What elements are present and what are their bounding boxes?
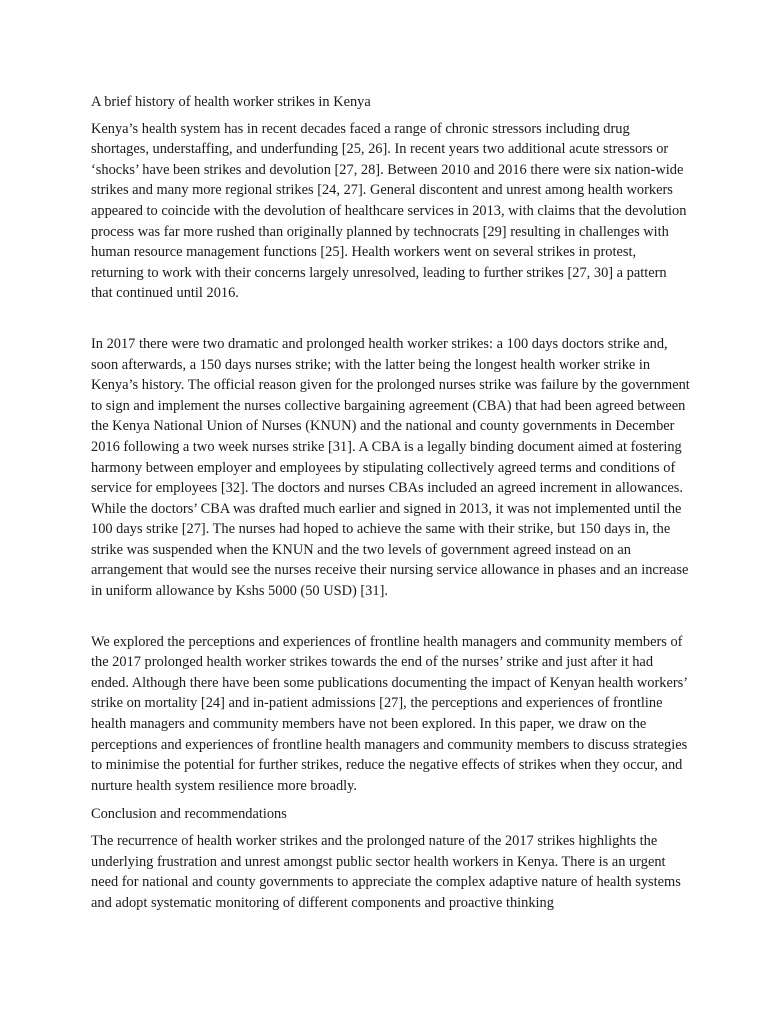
section-heading-history: A brief history of health worker strikes in Kenya — [91, 94, 371, 110]
paragraph-conclusion: The recurrence of health worker strikes and the prolonged nature of the 2017 strikes highlights the underlying frustration and unrest amongst public sector health workers in Kenya. There is an urgent need for national and county governments to appreciate the complex adaptive nature of health systems and adopt systematic monitoring of different components and proactive thinking — [91, 833, 681, 911]
section-heading-conclusion: Conclusion and recommendations — [91, 806, 287, 823]
paragraph-spacer — [91, 602, 691, 632]
paragraph-study-aims: We explored the perceptions and experiences of frontline health managers and community members of the 2017 prolonged health worker strikes towards the end of the nurses’ strike and just after it had ended. Although there have been some publications documenting the impact of Kenyan health workers’ strike on mortality [24] and in-patient admissions [27], the perceptions and experiences of frontline health managers and community members have not been explored. In this paper, we draw on the perceptions and experiences of frontline health managers and community members to discuss strategies to minimise the potential for further strikes, reduce the negative effects of strikes when they occur, and nurture health system resilience more broadly. — [91, 633, 688, 794]
paragraph-2017-strikes: In 2017 there were two dramatic and prolonged health worker strikes: a 100 days doctors strike and, soon afterwards, a 150 days nurses strike; with the latter being the longest health worker strike in Kenya’s history. The official reason given for the prolonged nurses strike was failure by the government to sign and implement the nurses collective bargaining agreement (CBA) that had been agreed between the Kenya National Union of Nurses (KNUN) and the national and county governments in December 2016 following a two week nurses strike [31]. A CBA is a legally binding document aimed at fostering harmony between employer and employees by stipulating collectively agreed terms and conditions of service for employees [32]. The doctors and nurses CBAs included an agreed increment in allowances. While the doctors’ CBA was drafted much earlier and signed in 2013, it was not implemented until the 100 days strike [27]. The nurses had hoped to achieve the same with their strike, but 150 days in, the strike was suspended when the KNUN and the two levels of government agreed instead on an arrangement that would see the nurses receive their nursing service allowance in phases and an increase in uniform allowance by Kshs 5000 (50 USD) [31]. — [91, 335, 690, 600]
paragraph-stressors: Kenya’s health system has in recent decades faced a range of chronic stressors including drug shortages, understaffing, and underfunding [25, 26]. In recent years two additional acute stressors or ‘shocks’ have been strikes and devolution [27, 28]. Between 2010 and 2016 there were six nation-wide strikes and many more regional strikes [24, 27]. General discontent and unrest among health workers appeared to coincide with the devolution of healthcare services in 2013, with claims that the devolution process was far more rushed than originally planned by technocrats [29] resulting in challenges with human resource management functions [25]. Health workers went on several strikes in protest, returning to work with their concerns largely unresolved, leading to further strikes [27, 30] a pattern that continued until 2016. — [91, 120, 687, 302]
document-body — [91, 92, 691, 913]
paragraph-spacer — [91, 304, 691, 334]
paragraph-spacer — [91, 796, 691, 804]
